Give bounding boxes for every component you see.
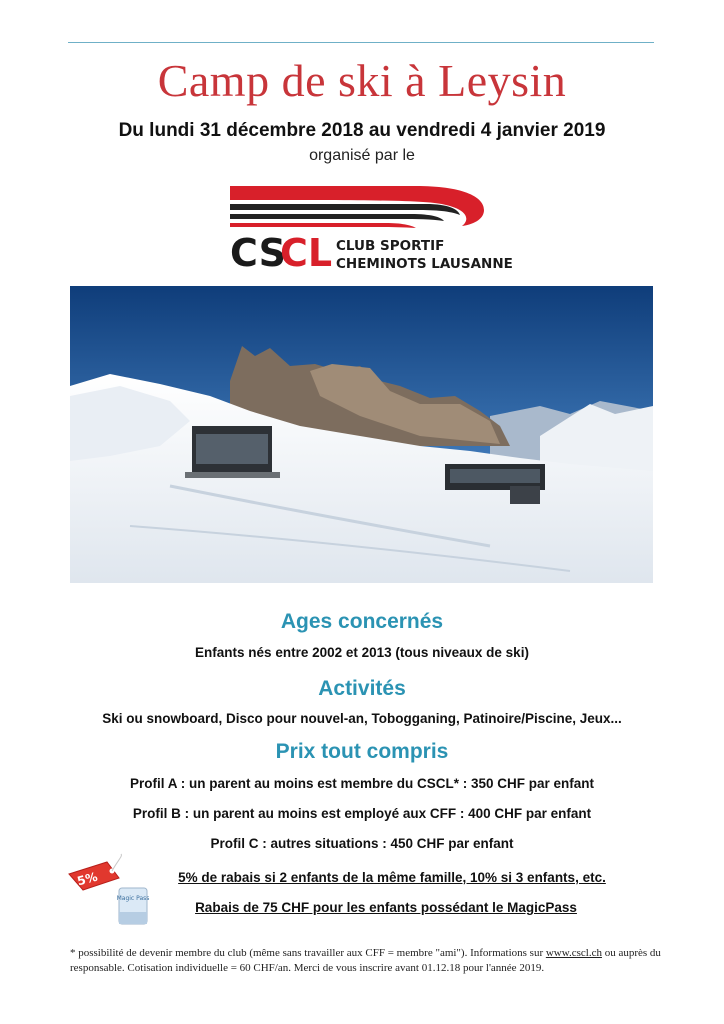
- cscl-website-link[interactable]: www.cscl.ch: [545, 947, 602, 959]
- event-dates: Du lundi 31 décembre 2018 au vendredi 4 janvier 2019: [118, 120, 606, 141]
- activities-text: Ski ou snowboard, Disco pour nouvel-an, Tobogganing, Patinoire/Piscine, Jeux...: [102, 711, 622, 726]
- logo-swoosh-red-2: [230, 223, 416, 228]
- logo-line1: CLUB SPORTIF: [336, 238, 445, 254]
- logo-abbr-dark: CS: [230, 231, 286, 275]
- top-rule: [68, 42, 654, 43]
- logo-abbr-red: CL: [280, 231, 333, 275]
- profile-a: Profil A : un parent au moins est membre du CSCL* : 350 CHF par enfant: [129, 776, 595, 791]
- ages-text: Enfants nés entre 2002 et 2013 (tous niveaux de ski): [195, 645, 529, 660]
- profile-b: Profil B : un parent au moins est employé aux CFF : 400 CHF par enfant: [132, 806, 592, 821]
- discount-badge-text: 5%: [75, 869, 99, 889]
- logo-line2: CHEMINOTS LAUSANNE: [336, 256, 513, 272]
- ages-title: Ages concernés: [280, 610, 444, 633]
- logo-swoosh-dark-2: [230, 214, 444, 221]
- activities-title: Activités: [318, 677, 406, 700]
- magicpass-text: Rabais de 75 CHF pour les enfants possédant le MagicPass: [195, 900, 577, 915]
- profile-c: Profil C : autres situations : 450 CHF par enfant: [210, 836, 514, 851]
- organized-by: organisé par le: [309, 147, 415, 164]
- prices-title: Prix tout compris: [275, 740, 449, 763]
- discount-text: 5% de rabais si 2 enfants de la même famille, 10% si 3 enfants, etc.: [178, 870, 606, 885]
- cscl-logo: [226, 180, 516, 280]
- footnote-text-2: ou auprès du responsable. Cotisation individuelle = 60 CHF/an. Merci de vous inscrire avant 01.12.18 pour l'année 2019.: [70, 947, 661, 974]
- logo-swoosh-dark-1: [230, 204, 460, 215]
- magicpass-card-label: Magic Pass: [116, 895, 150, 902]
- ski-resort-photo: [70, 286, 653, 583]
- page-title: Camp de ski à Leysin: [157, 55, 567, 106]
- footnote-text-1: * possibilité de devenir membre du club (même sans travailler aux CFF = membre "ami"). Informations sur: [70, 947, 546, 959]
- footnote: [70, 946, 670, 976]
